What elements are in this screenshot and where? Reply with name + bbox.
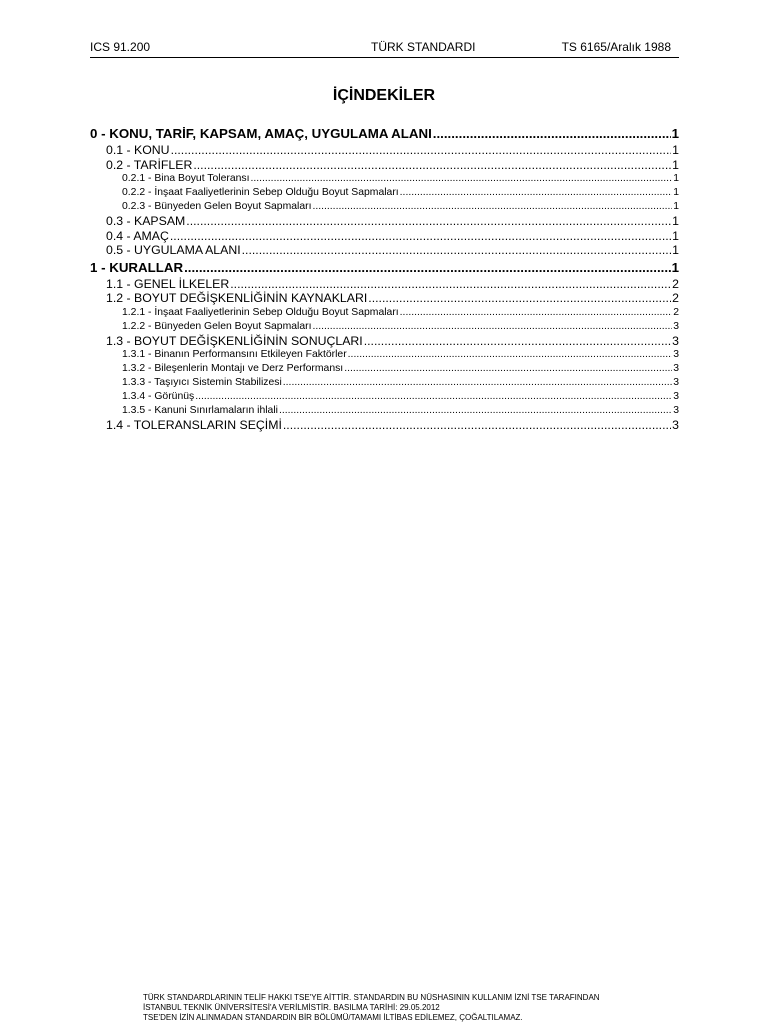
toc-entry-page: 2 <box>672 276 679 291</box>
toc-entry-label: 0.4 - AMAÇ <box>106 228 169 243</box>
toc-entry-page: 1 <box>673 187 679 198</box>
toc-entry-page: 1 <box>673 173 679 184</box>
dot-leader <box>230 277 671 292</box>
toc-entry-label: 0.1 - KONU <box>106 143 170 157</box>
dot-leader <box>283 376 672 390</box>
toc-entry-label: 1.3.4 - Görünüş <box>122 391 195 402</box>
dot-leader <box>368 291 671 306</box>
dot-leader <box>344 362 672 376</box>
toc-entry[interactable] <box>90 404 679 418</box>
toc-entry-label: 1.4 - TOLERANSLARIN SEÇİMİ <box>106 418 282 432</box>
dot-leader <box>186 214 671 229</box>
toc-entry[interactable] <box>90 418 679 433</box>
toc-entry-label: 0.5 - UYGULAMA ALANI <box>106 243 241 257</box>
toc-title: İÇİNDEKİLER <box>332 87 436 104</box>
toc-entry-page: 3 <box>673 320 679 332</box>
toc-entry[interactable] <box>90 306 679 320</box>
toc-entry[interactable] <box>90 291 679 306</box>
toc-entry[interactable] <box>90 158 679 173</box>
dot-leader <box>364 334 671 349</box>
toc-entry[interactable] <box>90 186 679 200</box>
dot-leader <box>195 390 672 404</box>
dot-leader <box>283 418 671 433</box>
standard-number: TS 6165/Aralık 1988 <box>561 40 671 54</box>
toc-entry-label: 0.2.2 - İnşaat Faaliyetlerinin Sebep Olduğu Boyut Sapmaları <box>122 187 399 198</box>
toc-entry-page: 1 <box>671 126 679 141</box>
footer-line-2: İSTANBUL TEKNİK ÜNİVERSİTESİ'A VERİLMİSTİR. BASILMA TARİHİ: 29.05.2012 <box>143 1003 440 1012</box>
toc-entry-page: 3 <box>673 349 679 360</box>
toc-entry-page: 1 <box>672 228 679 243</box>
dot-leader <box>184 258 671 277</box>
toc-entry-label: 1.3.1 - Binanın Performansını Etkileyen Faktörler <box>122 349 347 360</box>
toc-entry-page: 1 <box>672 214 679 228</box>
toc-entry[interactable] <box>90 320 679 334</box>
dot-leader <box>348 348 673 362</box>
dot-leader <box>171 143 672 158</box>
toc-entry[interactable] <box>90 277 679 292</box>
page-header <box>90 41 679 58</box>
toc-entry-page: 3 <box>673 377 679 388</box>
toc-entry[interactable] <box>90 390 679 404</box>
dot-leader <box>400 186 673 200</box>
toc-entry[interactable] <box>90 214 679 229</box>
footer-line-1: TÜRK STANDARDLARININ TELİF HAKKI TSE'YE AİTTİR. STANDARDIN BU NÜSHASININ KULLANIM İZNİ TSE TARAFINDAN <box>143 993 600 1002</box>
toc-entry[interactable] <box>90 258 679 277</box>
toc-entry-page: 2 <box>673 306 679 318</box>
toc-entry-page: 1 <box>672 157 679 172</box>
toc-entry[interactable] <box>90 348 679 362</box>
toc-entry[interactable] <box>90 376 679 390</box>
toc-entry-page: 3 <box>672 418 679 432</box>
dot-leader <box>312 200 672 214</box>
dot-leader <box>279 404 672 418</box>
toc-entry-page: 1 <box>672 143 679 157</box>
toc-entry-label: 0.2.3 - Bünyeden Gelen Boyut Sapmaları <box>122 201 312 212</box>
standard-name: TÜRK STANDARDI <box>371 40 476 54</box>
toc-entry-page: 3 <box>673 391 679 402</box>
toc-entry-label: 1.3 - BOYUT DEĞİŞKENLİĞİNİN SONUÇLARI <box>106 333 363 348</box>
toc-entry-page: 2 <box>672 291 679 305</box>
toc-entry[interactable] <box>90 200 679 214</box>
toc-entry-label: 1.2.1 - İnşaat Faaliyetlerinin Sebep Olduğu Boyut Sapmaları <box>122 306 399 318</box>
toc-entry[interactable] <box>90 124 679 143</box>
footer-line-3: TSE'DEN İZİN ALINMADAN STANDARDIN BİR BÖLÜMÜ/TAMAMI İLTİBAS EDİLEMEZ, ÇOĞALTILAMAZ. <box>143 1013 523 1022</box>
toc-entry-label: 1 - KURALLAR <box>90 259 184 275</box>
toc-entry-page: 3 <box>672 333 679 348</box>
toc-entry-label: 0 - KONU, TARİF, KAPSAM, AMAÇ, UYGULAMA ALANI <box>90 126 432 141</box>
dot-leader <box>433 124 671 143</box>
toc-entry-page: 3 <box>673 405 679 416</box>
toc-entry[interactable] <box>90 229 679 244</box>
toc-entry[interactable] <box>90 172 679 186</box>
copyright-footer <box>143 993 703 1023</box>
toc-entry-page: 1 <box>673 201 679 212</box>
table-of-contents <box>90 124 679 433</box>
toc-entry[interactable] <box>90 334 679 349</box>
toc-entry-label: 1.2.2 - Bünyeden Gelen Boyut Sapmaları <box>122 320 312 332</box>
toc-entry-page: 3 <box>673 363 679 374</box>
dot-leader <box>312 320 672 334</box>
toc-entry-label: 1.3.3 - Taşıyıcı Sistemin Stabilizesi <box>122 377 282 388</box>
toc-entry[interactable] <box>90 243 679 258</box>
dot-leader <box>400 306 673 320</box>
dot-leader <box>193 158 671 173</box>
dot-leader <box>242 243 672 258</box>
toc-entry-label: 0.3 - KAPSAM <box>106 214 186 228</box>
toc-entry[interactable] <box>90 362 679 376</box>
toc-entry-label: 0.2 - TARİFLER <box>106 157 193 172</box>
toc-entry-label: 0.2.1 - Bina Boyut Toleransı <box>122 173 250 184</box>
dot-leader <box>250 172 672 186</box>
toc-entry-page: 1 <box>672 243 679 257</box>
ics-code: ICS 91.200 <box>90 40 151 54</box>
toc-entry-label: 1.3.5 - Kanuni Sınırlamaların ihlali <box>122 405 278 416</box>
toc-entry-page: 1 <box>671 259 679 275</box>
dot-leader <box>170 229 671 244</box>
toc-entry[interactable] <box>90 143 679 158</box>
toc-entry-label: 1.3.2 - Bileşenlerin Montajı ve Derz Performansı <box>122 363 344 374</box>
toc-entry-label: 1.2 - BOYUT DEĞİŞKENLİĞİNİN KAYNAKLARI <box>106 291 368 305</box>
toc-entry-label: 1.1 - GENEL İLKELER <box>106 276 230 291</box>
